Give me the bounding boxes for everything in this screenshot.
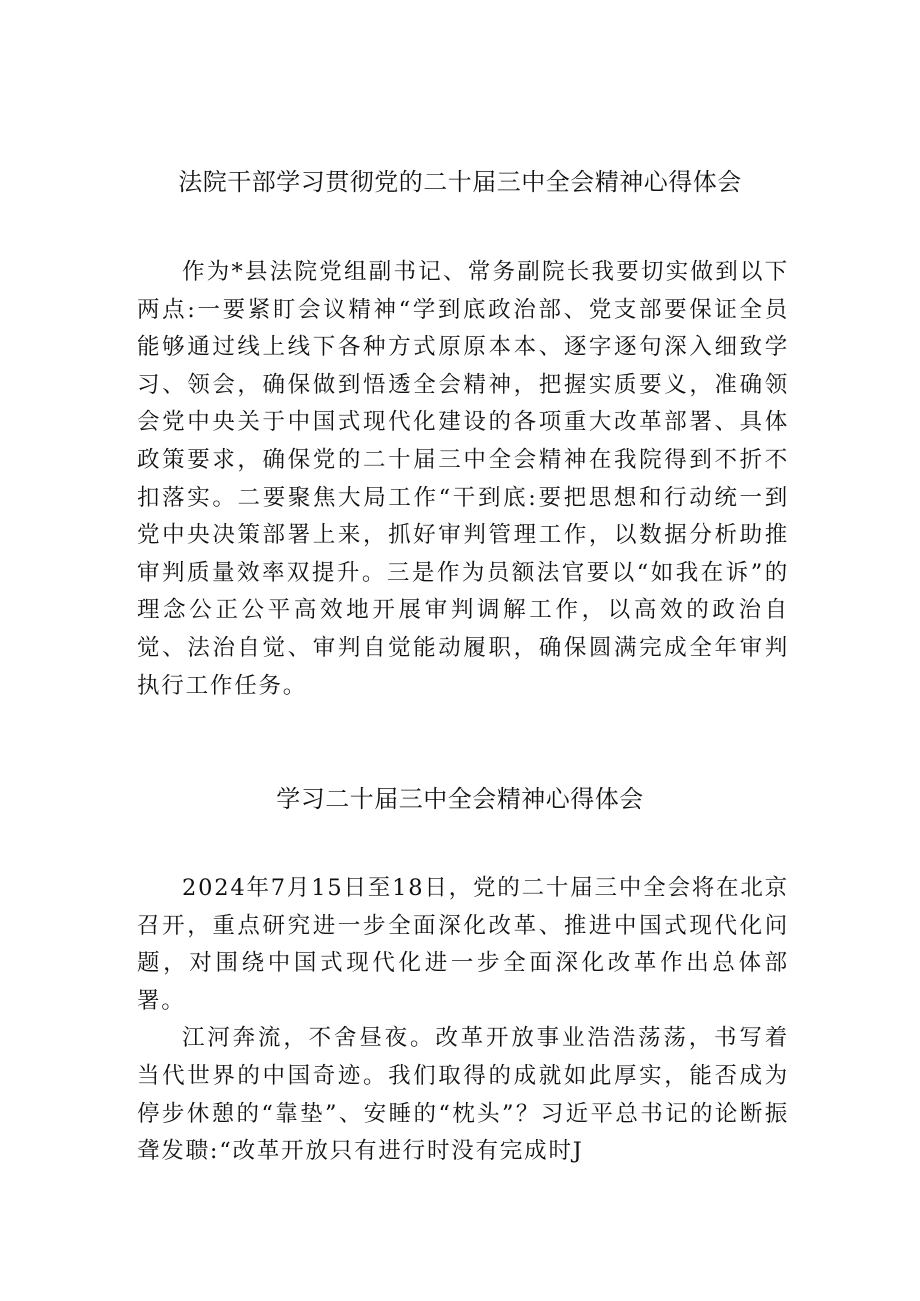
section-2-body — [137, 870, 789, 1171]
section-1-paragraph-1: 作为*县法院党组副书记、常务副院长我要切实做到以下两点:一要紧盯会议精神“学到底政治部、党支部要保证全员能够通过线上线下各种方式原原本本、逐字逐句深入细致学习、领会，确保做到悟透全会精神，把握实质要义，准确领会党中央关于中国式现代化建设的各项重大改革部署、具体政策要求，确保党的二十届三中全会精神在我院得到不折不扣落实。二要聚焦大局工作“干到底:要把思想和行动统一到党中央决策部署上来，抓好审判管理工作，以数据分析助推审判质量效率双提升。三是作为员额法官要以“如我在诉”的理念公正公平高效地开展审判调解工作，以高效的政治自觉、法治自觉、审判自觉能动履职，确保圆满完成全年审判执行工作任务。 — [137, 259, 789, 699]
section-2-title: 学习二十届三中全会精神心得体会 — [276, 785, 644, 813]
section-1-body — [137, 254, 789, 705]
section-2-paragraph-1: 2024年7月15日至18日，党的二十届三中全会将在北京召开，重点研究进一步全面深化改革、推进中国式现代化问题，对围绕中国式现代化进一步全面深化改革作出总体部署。 — [137, 875, 789, 1014]
section-2-paragraph-2: 江河奔流，不舍昼夜。改革开放事业浩浩荡荡，书写着当代世界的中国奇迹。我们取得的成就如此厚实，能否成为停步休憩的“靠垫”、安睡的“枕头”？习近平总书记的论断振聋发聩:“改革开放只有进行时没有完成时J — [137, 1025, 789, 1165]
section-1-title: 法院干部学习贯彻党的二十届三中全会精神心得体会 — [178, 168, 742, 196]
